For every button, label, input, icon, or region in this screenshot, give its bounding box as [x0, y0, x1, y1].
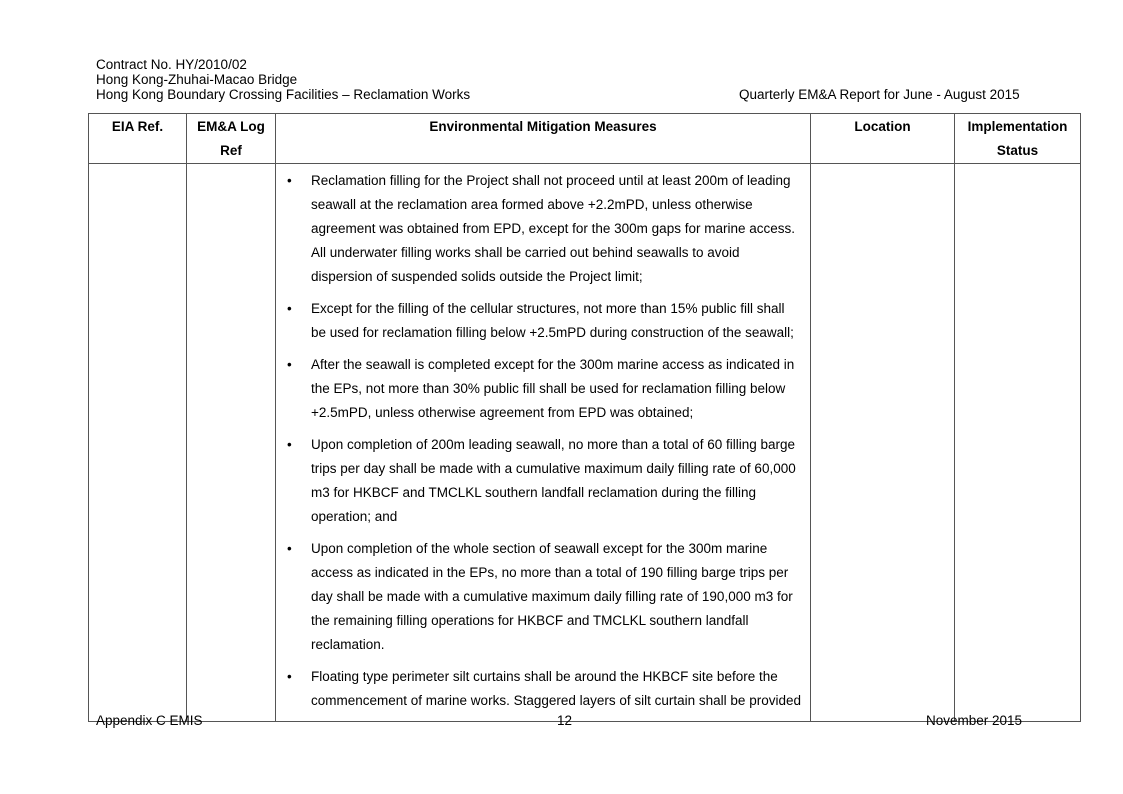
table-row	[89, 164, 1081, 722]
cell-implementation-status	[955, 164, 1081, 722]
col-ema-log-ref: EM&A Log Ref	[187, 114, 276, 164]
footer-appendix: Appendix C EMIS	[96, 713, 203, 728]
list-item: • Reclamation filling for the Project shall not proceed until at least 200m of leading seawall at the reclamation area formed above +2.2mPD, unless otherwise agreement was obtained from EPD, except for the 300m gaps for marine access. All underwater filling works shall be carried out behind seawalls to avoid dispersion of suspended solids outside the Project limit;	[311, 169, 802, 289]
mitigation-measures-table	[88, 113, 1081, 722]
document-header	[96, 57, 470, 102]
cell-eia-ref	[89, 164, 187, 722]
works-title: Hong Kong Boundary Crossing Facilities – Reclamation Works	[96, 87, 471, 102]
contract-number: Contract No. HY/2010/02	[96, 57, 247, 72]
list-item: • Upon completion of 200m leading seawall, no more than a total of 60 filling barge trips per day shall be made with a cumulative maximum daily filling rate of 60,000 m3 for HKBCF and TMCLKL southern landfall reclamation during the filling operation; and	[311, 433, 802, 529]
cell-ema-log-ref	[187, 164, 276, 722]
col-mitigation-measures: Environmental Mitigation Measures	[276, 114, 811, 164]
col-location: Location	[811, 114, 955, 164]
cell-measures	[276, 164, 811, 722]
table-header-row	[89, 114, 1081, 164]
measures-list	[276, 164, 810, 713]
report-title: Quarterly EM&A Report for June - August 2015	[739, 87, 1020, 102]
page-number: 12	[557, 713, 573, 728]
col-implementation-status: Implementation Status	[955, 114, 1081, 164]
list-item: • Floating type perimeter silt curtains shall be around the HKBCF site before the commencement of marine works. Staggered layers of silt curtain shall be provided	[311, 665, 802, 713]
list-item: • Upon completion of the whole section of seawall except for the 300m marine access as indicated in the EPs, no more than a total of 190 filling barge trips per day shall be made with a cumulative maximum daily filling rate of 190,000 m3 for the remaining filling operations for HKBCF and TMCLKL southern landfall reclamation.	[311, 537, 802, 657]
footer-date: November 2015	[926, 713, 1023, 728]
cell-location	[811, 164, 955, 722]
col-eia-ref: EIA Ref.	[89, 114, 187, 164]
list-item: • After the seawall is completed except for the 300m marine access as indicated in the EPs, not more than 30% public fill shall be used for reclamation filling below +2.5mPD, unless otherwise agreement from EPD was obtained;	[311, 353, 802, 425]
list-item: • Except for the filling of the cellular structures, not more than 15% public fill shall be used for reclamation filling below +2.5mPD during construction of the seawall;	[311, 297, 802, 345]
project-name: Hong Kong-Zhuhai-Macao Bridge	[96, 72, 298, 87]
